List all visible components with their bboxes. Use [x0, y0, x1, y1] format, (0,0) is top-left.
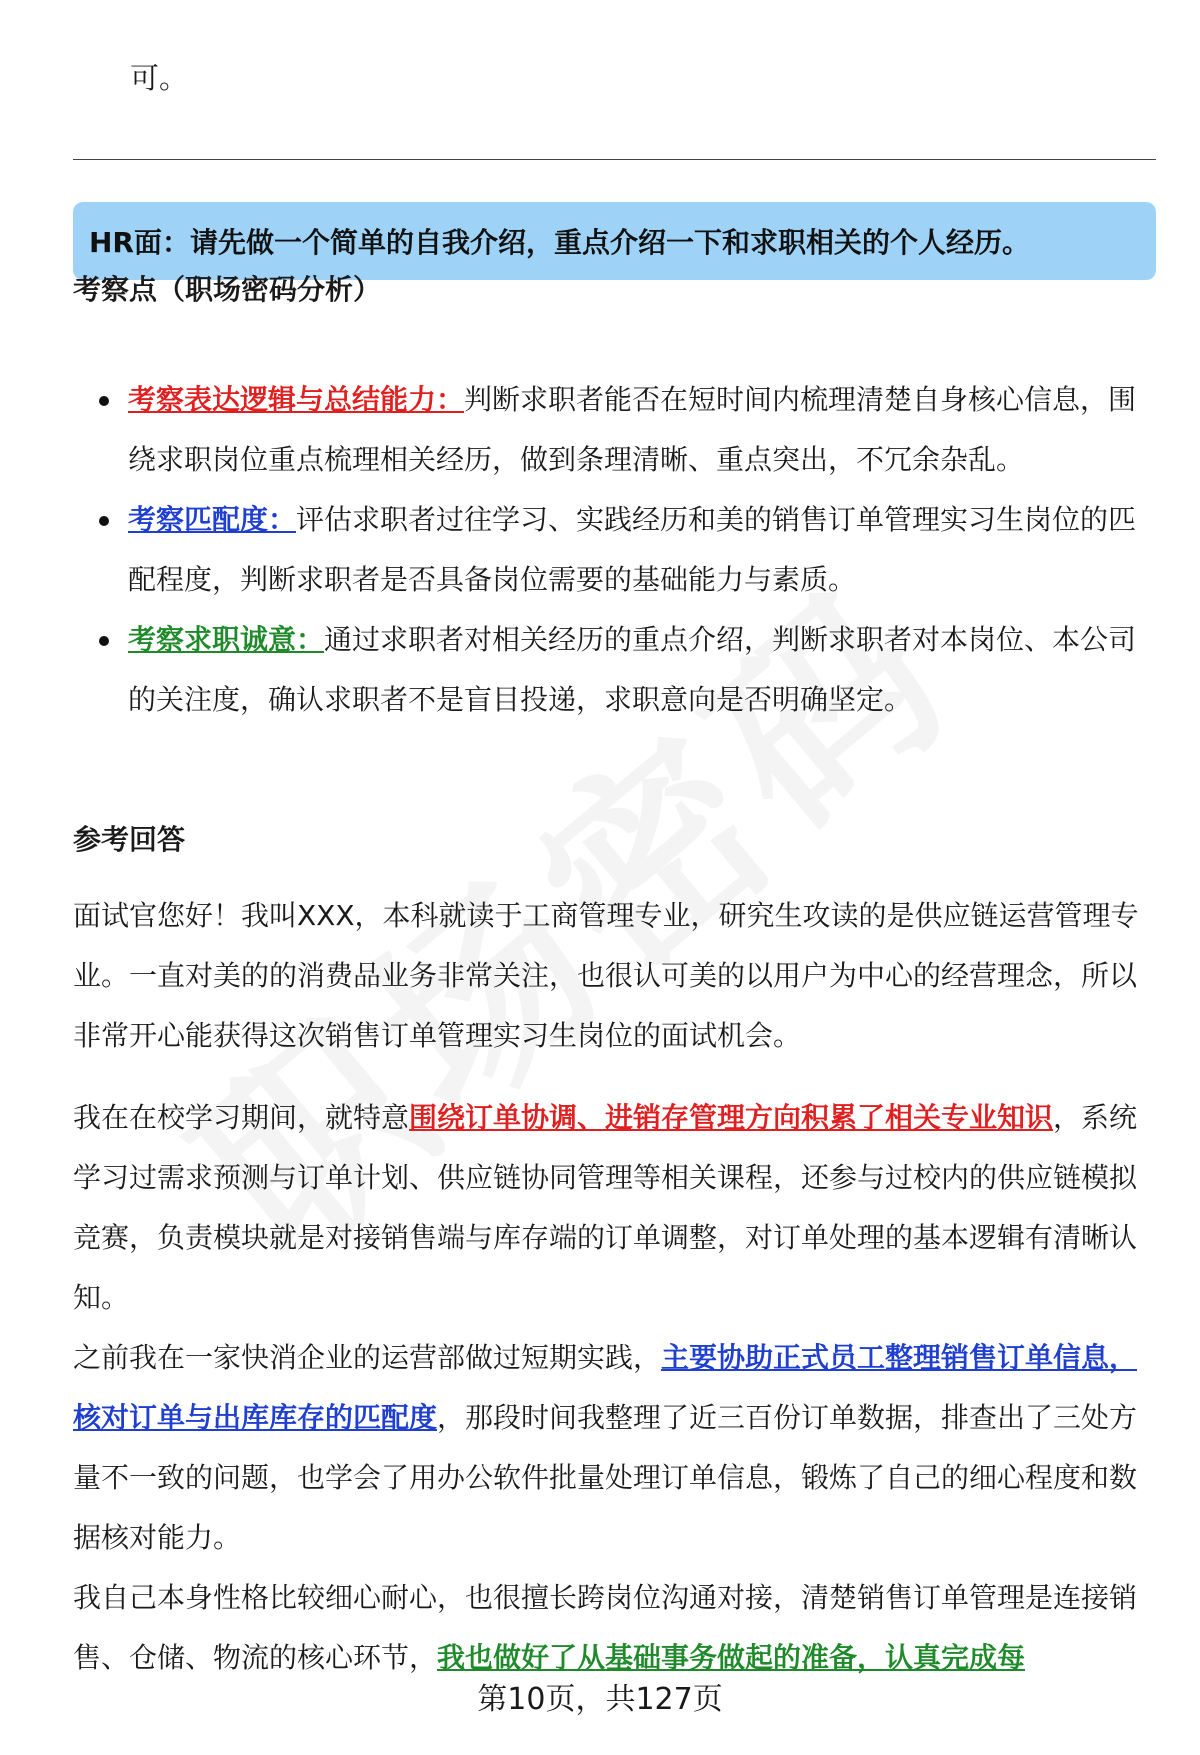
page-footer: 第10页，共127页: [477, 1682, 723, 1717]
bullet-icon: [99, 516, 109, 526]
answer-text: 我在在校学习期间，就特意: [73, 1101, 410, 1134]
bullet-icon: [99, 636, 109, 646]
answer-paragraph-4: [73, 1568, 1156, 1688]
point-keyword: 考察表达逻辑与总结能力：: [128, 383, 465, 416]
point-match: [73, 490, 1156, 610]
point-keyword: 考察匹配度：: [128, 503, 297, 536]
answer-body: [73, 886, 1156, 1688]
point-keyword: 考察求职诚意：: [128, 623, 325, 656]
point-text: 评估求职者过往学习、实践经历和美的销售订单管理实习生岗位的匹配程度，判断求职者是否具备岗位需要的基础能力与素质。: [128, 503, 1137, 596]
analysis-heading: 考察点（职场密码分析）: [73, 273, 382, 306]
question-text: HR面：请先做一个简单的自我介绍，重点介绍一下和求职相关的个人经历。: [89, 226, 1030, 259]
answer-text: 之前我在一家快消企业的运营部做过短期实践，: [73, 1341, 662, 1374]
divider: [73, 159, 1156, 160]
highlight-text: 我也做好了从基础事务做起的准备，认真完成每: [437, 1641, 1026, 1674]
point-sincerity: [73, 610, 1156, 730]
answer-text: 我自己本身性格比较细心耐心，也很擅长跨岗位沟通对接，清楚销售订单管理是连接销售、仓储、物流的核心环节，: [73, 1581, 1138, 1674]
answer-paragraph-1: 面试官您好！我叫XXX，本科就读于工商管理专业，研究生攻读的是供应链运营管理专业。一直对美的的消费品业务非常关注，也很认可美的以用户为中心的经营理念，所以非常开心能获得这次销售订单管理实习生岗位的面试机会。: [73, 899, 1139, 1052]
continued-text: 可。: [130, 61, 189, 95]
point-text: 通过求职者对相关经历的重点介绍，判断求职者对本岗位、本公司的关注度，确认求职者不是盲目投递，求职意向是否明确坚定。: [128, 623, 1137, 716]
answer-text: ，系统学习过需求预测与订单计划、供应链协同管理等相关课程，还参与过校内的供应链模拟竞赛，负责模块就是对接销售端与库存端的订单调整，对订单处理的基本逻辑有清晰认知。: [73, 1101, 1138, 1314]
highlight-text: 围绕订单协调、进销存管理方向积累了相关专业知识: [409, 1101, 1054, 1134]
answer-paragraph-3: [73, 1328, 1156, 1568]
answer-heading: 参考回答: [73, 823, 186, 856]
point-expression: [73, 370, 1156, 490]
analysis-points: [73, 370, 1156, 730]
answer-paragraph-2: [73, 1088, 1156, 1328]
point-text: 判断求职者能否在短时间内梳理清楚自身核心信息，围绕求职岗位重点梳理相关经历，做到条理清晰、重点突出，不冗余杂乱。: [128, 383, 1137, 476]
answer-text: ，那段时间我整理了近三百份订单数据，排查出了三处方量不一致的问题，也学会了用办公软件批量处理订单信息，锻炼了自己的细心程度和数据核对能力。: [73, 1401, 1138, 1554]
highlight-text: 主要协助正式员工整理销售订单信息，核对订单与出库库存的匹配度: [73, 1341, 1138, 1434]
bullet-icon: [99, 396, 109, 406]
